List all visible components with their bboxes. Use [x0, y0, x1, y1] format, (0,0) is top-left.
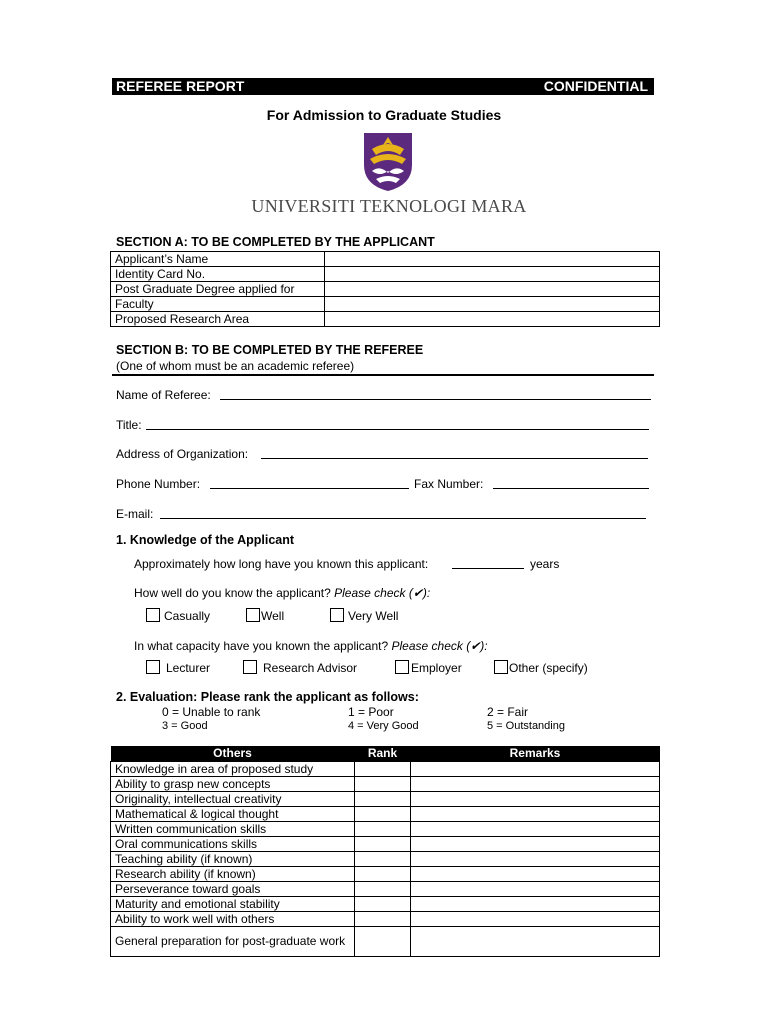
- rank-cell[interactable]: [355, 911, 411, 926]
- lecturer-checkbox[interactable]: [146, 660, 160, 674]
- criterion-label: Teaching ability (if known): [111, 851, 355, 866]
- duration-question: Approximately how long have you known this applicant:: [134, 557, 429, 571]
- section-b-heading: SECTION B: TO BE COMPLETED BY THE REFEREE: [116, 343, 424, 357]
- address-label: Address of Organization:: [116, 447, 249, 461]
- well-checkbox[interactable]: [246, 608, 260, 622]
- option-lecturer[interactable]: [146, 660, 210, 675]
- evaluation-row: [111, 896, 660, 911]
- email-field[interactable]: [160, 518, 646, 519]
- identity-card-field[interactable]: [325, 267, 660, 282]
- evaluation-row: [111, 866, 660, 881]
- section-a-label: Identity Card No.: [111, 267, 325, 282]
- remarks-cell[interactable]: [411, 851, 660, 866]
- criterion-label: Originality, intellectual creativity: [111, 791, 355, 806]
- criterion-label: Ability to work well with others: [111, 911, 355, 926]
- remarks-cell[interactable]: [411, 776, 660, 791]
- remarks-cell[interactable]: [411, 761, 660, 776]
- rank-cell[interactable]: [355, 851, 411, 866]
- section-a-label: Post Graduate Degree applied for: [111, 282, 325, 297]
- remarks-cell[interactable]: [411, 806, 660, 821]
- criterion-label: Ability to grasp new concepts: [111, 776, 355, 791]
- remarks-cell[interactable]: [411, 881, 660, 896]
- evaluation-row: [111, 851, 660, 866]
- remarks-cell[interactable]: [411, 911, 660, 926]
- title-field[interactable]: [146, 429, 649, 430]
- criterion-label: Mathematical & logical thought: [111, 806, 355, 821]
- scale-2: 2 = Fair: [487, 705, 529, 719]
- please-check-text: Please check (✔):: [334, 586, 431, 600]
- option-research-advisor[interactable]: [243, 660, 357, 675]
- rank-cell[interactable]: [355, 761, 411, 776]
- applicant-name-field[interactable]: [325, 252, 660, 267]
- option-very-well[interactable]: [330, 608, 398, 623]
- capacity-text: In what capacity have you known the applicant?: [134, 639, 389, 653]
- confidential-label: CONFIDENTIAL: [543, 78, 648, 94]
- evaluation-table: [110, 746, 660, 957]
- remarks-cell[interactable]: [411, 926, 660, 956]
- phone-field[interactable]: [210, 488, 409, 489]
- rank-cell[interactable]: [355, 836, 411, 851]
- form-subtitle: For Admission to Graduate Studies: [266, 107, 502, 123]
- section-a-row: [111, 267, 660, 282]
- university-logo: [362, 131, 414, 193]
- evaluation-row: [111, 791, 660, 806]
- remarks-cell[interactable]: [411, 791, 660, 806]
- rank-cell[interactable]: [355, 881, 411, 896]
- option-label: Research Advisor: [263, 661, 358, 675]
- section-a-row: [111, 282, 660, 297]
- section-a-label: Applicant’s Name: [111, 252, 325, 267]
- option-label: Other (specify): [509, 661, 588, 675]
- remarks-cell[interactable]: [411, 896, 660, 911]
- phone-label: Phone Number:: [116, 477, 201, 491]
- option-employer[interactable]: [395, 660, 462, 675]
- degree-field[interactable]: [325, 282, 660, 297]
- casually-checkbox[interactable]: [146, 608, 160, 622]
- title-label: Title:: [116, 418, 142, 432]
- evaluation-row: [111, 881, 660, 896]
- remarks-cell[interactable]: [411, 836, 660, 851]
- criterion-label: Knowledge in area of proposed study: [111, 761, 355, 776]
- option-other[interactable]: [494, 660, 588, 675]
- option-casually[interactable]: [146, 608, 210, 623]
- section-b-subheading: (One of whom must be an academic referee): [116, 359, 355, 373]
- criterion-label: General preparation for post-graduate work: [111, 926, 355, 956]
- section-a-label: Faculty: [111, 297, 325, 312]
- fax-label: Fax Number:: [414, 477, 484, 491]
- knowledge-heading: 1. Knowledge of the Applicant: [116, 533, 295, 547]
- section-a-heading: SECTION A: TO BE COMPLETED BY THE APPLICANT: [116, 235, 435, 249]
- evaluation-row: [111, 821, 660, 836]
- duration-unit: years: [530, 557, 560, 571]
- fax-field[interactable]: [493, 488, 649, 489]
- university-name: UNIVERSITI TEKNOLOGI MARA: [251, 196, 527, 216]
- email-label: E-mail:: [116, 507, 154, 521]
- criterion-label: Written communication skills: [111, 821, 355, 836]
- evaluation-row: [111, 911, 660, 926]
- rank-cell[interactable]: [355, 821, 411, 836]
- evaluation-header-row: [111, 746, 660, 761]
- criterion-label: Oral communications skills: [111, 836, 355, 851]
- evaluation-row: [111, 761, 660, 776]
- evaluation-row: [111, 776, 660, 791]
- research-area-field[interactable]: [325, 312, 660, 327]
- criterion-label: Research ability (if known): [111, 866, 355, 881]
- evaluation-heading: 2. Evaluation: Please rank the applicant as follows:: [116, 690, 419, 704]
- very-well-checkbox[interactable]: [330, 608, 344, 622]
- how-well-text: How well do you know the applicant?: [134, 586, 331, 600]
- remarks-cell[interactable]: [411, 821, 660, 836]
- evaluation-row: [111, 836, 660, 851]
- other-checkbox[interactable]: [494, 660, 508, 674]
- scale-5: 5 = Outstanding: [487, 720, 565, 732]
- option-label: Employer: [411, 661, 462, 675]
- capacity-question: [134, 639, 488, 653]
- scale-3: 3 = Good: [162, 720, 208, 732]
- section-a-table: [110, 251, 660, 327]
- scale-0: 0 = Unable to rank: [162, 705, 261, 719]
- referee-name-field[interactable]: [220, 399, 651, 400]
- section-a-row: [111, 297, 660, 312]
- col-remarks: Remarks: [411, 746, 660, 761]
- scale-1: 1 = Poor: [348, 705, 394, 719]
- section-a-row: [111, 252, 660, 267]
- option-label: Very Well: [348, 609, 399, 623]
- research-advisor-checkbox[interactable]: [243, 660, 257, 674]
- header-bar: [112, 78, 654, 95]
- scale-4: 4 = Very Good: [348, 720, 419, 732]
- option-label: Well: [261, 609, 285, 623]
- evaluation-row: [111, 926, 660, 956]
- employer-checkbox[interactable]: [395, 660, 409, 674]
- section-a-label: Proposed Research Area: [111, 312, 325, 327]
- option-label: Lecturer: [166, 661, 211, 675]
- rank-cell[interactable]: [355, 791, 411, 806]
- section-b-divider: [112, 374, 654, 376]
- referee-name-label: Name of Referee:: [116, 388, 211, 402]
- please-check-text: Please check (✔):: [391, 639, 488, 653]
- section-a-row: [111, 312, 660, 327]
- remarks-cell[interactable]: [411, 866, 660, 881]
- rank-cell[interactable]: [355, 926, 411, 956]
- duration-field[interactable]: [452, 568, 524, 569]
- criterion-label: Perseverance toward goals: [111, 881, 355, 896]
- option-well[interactable]: [246, 608, 284, 623]
- col-others: Others: [111, 746, 355, 761]
- evaluation-row: [111, 806, 660, 821]
- faculty-field[interactable]: [325, 297, 660, 312]
- rank-cell[interactable]: [355, 776, 411, 791]
- rank-cell[interactable]: [355, 806, 411, 821]
- how-well-question: [134, 586, 430, 600]
- criterion-label: Maturity and emotional stability: [111, 896, 355, 911]
- rank-cell[interactable]: [355, 896, 411, 911]
- rank-cell[interactable]: [355, 866, 411, 881]
- report-title: REFEREE REPORT: [116, 78, 245, 94]
- option-label: Casually: [164, 609, 211, 623]
- col-rank: Rank: [355, 746, 411, 761]
- address-field[interactable]: [261, 458, 648, 459]
